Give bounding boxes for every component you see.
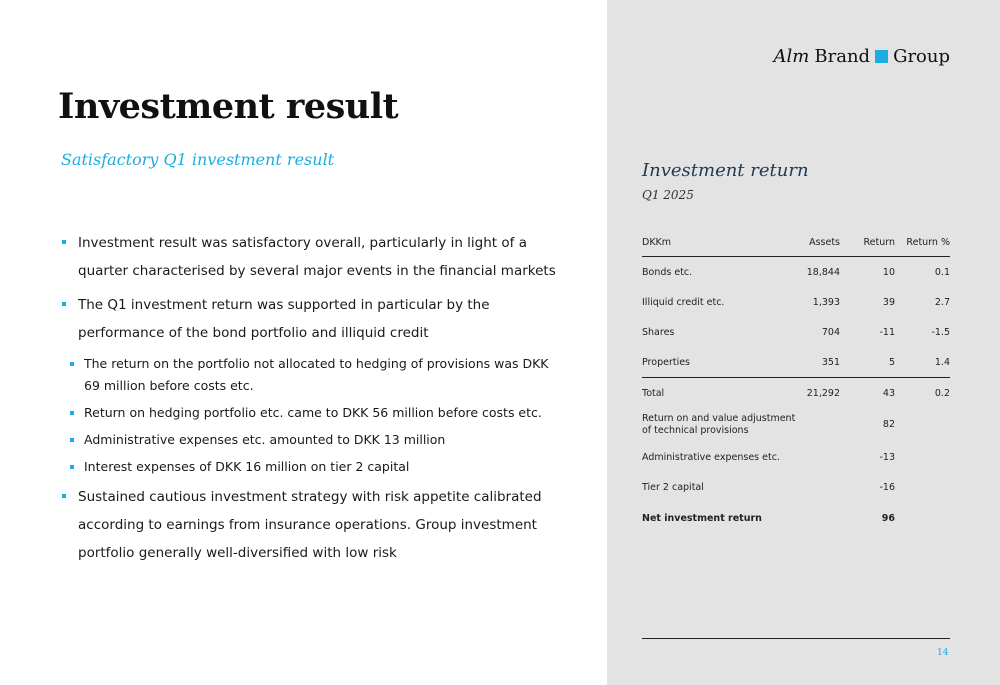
assets-cell: 704 [821, 326, 840, 338]
return-pct-cell [895, 408, 950, 442]
logo-square-icon [875, 50, 888, 63]
table-row [642, 442, 950, 472]
table-row [642, 257, 950, 288]
panel-title: Investment return [642, 160, 809, 181]
return-cell: 43 [840, 378, 895, 409]
page-title: Investment result [58, 86, 399, 127]
return-pct-cell: 0.2 [895, 378, 950, 409]
footer-divider [642, 638, 950, 639]
logo-text-alm: Alm [773, 46, 810, 67]
bullet-square-icon [70, 362, 74, 366]
row-label: Shares [642, 326, 675, 338]
return-pct-cell [895, 502, 950, 534]
row-label: Net investment return [642, 512, 762, 524]
bullet-item [62, 229, 562, 285]
panel-subtitle: Q1 2025 [642, 188, 694, 202]
assets-cell: 21,292 [802, 378, 840, 409]
page-number: 14 [937, 648, 949, 658]
table-row [642, 287, 950, 317]
return-pct-cell [895, 472, 950, 502]
investment-return-table [642, 228, 950, 534]
assets-cell [802, 502, 840, 534]
logo-text-group: Group [893, 46, 950, 67]
sub-bullet-item [62, 429, 562, 451]
bullet-list [62, 229, 562, 573]
row-label: Tier 2 capital [642, 481, 704, 493]
row-label: Illiquid credit etc. [642, 296, 725, 308]
return-pct-cell: 1.4 [934, 356, 950, 368]
return-cell: 39 [882, 296, 895, 308]
bullet-square-icon [70, 465, 74, 469]
return-pct-cell: 2.7 [934, 296, 950, 308]
table-net-row [642, 502, 950, 534]
bullet-text: Interest expenses of DKK 16 million on tier 2 capital [84, 459, 410, 474]
return-cell: 96 [881, 512, 895, 524]
return-cell: -13 [879, 451, 895, 463]
bullet-square-icon [70, 411, 74, 415]
sub-bullet-item [62, 456, 562, 478]
bullet-text: Investment result was satisfactory overall, particularly in light of a quarter characterised by several major events in the financial markets [78, 235, 556, 279]
return-pct-cell: 0.1 [934, 266, 950, 278]
logo-text-brand: Brand [814, 46, 871, 67]
column-header: Assets [802, 228, 840, 257]
sub-bullet-item [62, 353, 562, 397]
return-pct-cell [895, 442, 950, 472]
bullet-square-icon [62, 494, 66, 498]
brand-logo [774, 46, 950, 67]
assets-cell [802, 442, 840, 472]
return-cell: 82 [882, 419, 895, 430]
bullet-text: Administrative expenses etc. amounted to DKK 13 million [84, 432, 446, 447]
table-row [642, 408, 950, 442]
assets-cell [802, 472, 840, 502]
bullet-square-icon [70, 438, 74, 442]
return-cell: -11 [879, 326, 895, 338]
return-cell: 5 [888, 356, 895, 368]
table-row [642, 317, 950, 347]
bullet-text: The Q1 investment return was supported in particular by the performance of the bond portfolio and illiquid credit [78, 297, 490, 341]
bullet-text: Sustained cautious investment strategy with risk appetite calibrated according to earnings from insurance operations. Group investment portfolio generally well-diversified with low risk [78, 489, 542, 561]
table-row [642, 472, 950, 502]
row-label: Return on and value adjustment of technical provisions [642, 413, 796, 436]
column-header: DKKm [642, 228, 802, 257]
assets-cell: 351 [821, 356, 840, 368]
bullet-text: Return on hedging portfolio etc. came to DKK 56 million before costs etc. [84, 405, 542, 420]
page-subtitle: Satisfactory Q1 investment result [61, 150, 335, 169]
row-label: Administrative expenses etc. [642, 451, 780, 463]
return-cell: 10 [882, 266, 895, 278]
column-header: Return % [895, 228, 950, 257]
table-total-row [642, 378, 950, 409]
bullet-text: The return on the portfolio not allocated to hedging of provisions was DKK 69 million before costs etc. [84, 356, 549, 393]
row-label: Total [642, 378, 802, 409]
row-label: Bonds etc. [642, 266, 693, 278]
sub-bullet-item [62, 402, 562, 424]
assets-cell: 1,393 [812, 296, 840, 308]
return-cell: -16 [879, 481, 895, 493]
return-pct-cell: -1.5 [931, 326, 950, 338]
table-row [642, 347, 950, 378]
bullet-item [62, 291, 562, 347]
bullet-square-icon [62, 302, 66, 306]
bullet-square-icon [62, 240, 66, 244]
column-header: Return [840, 228, 895, 257]
assets-cell [802, 408, 840, 442]
table-header-row [642, 228, 950, 257]
row-label: Properties [642, 356, 691, 368]
assets-cell: 18,844 [806, 266, 840, 278]
bullet-item [62, 483, 562, 567]
